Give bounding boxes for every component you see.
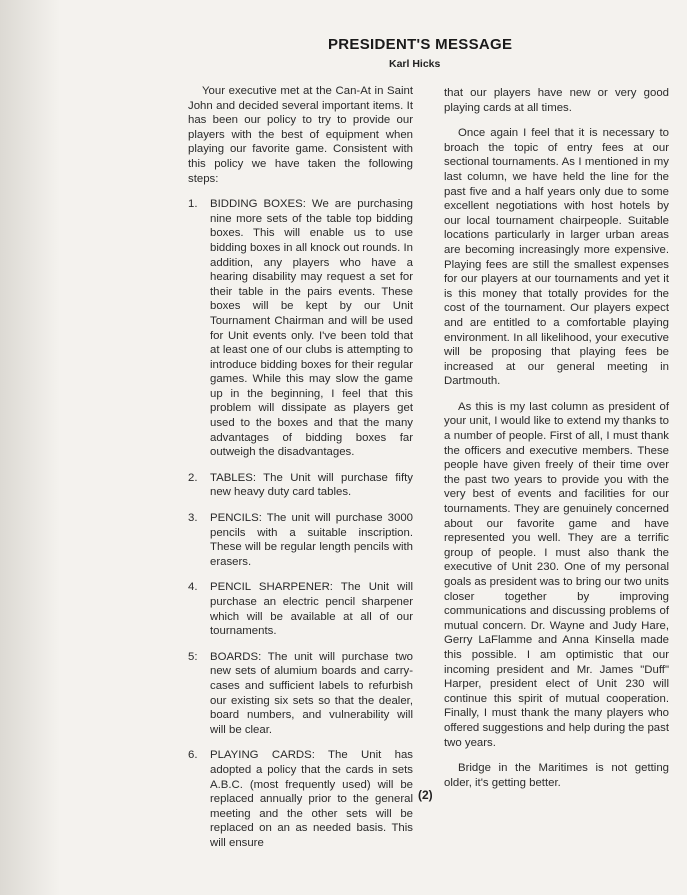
list-item-number: 3. [188, 512, 198, 525]
left-column [188, 84, 413, 862]
body-paragraph: As this is my last column as president of your unit, I would like to extend my thanks to a number of people. First of all, I must thank the officers and executive members. These people have given freely of their time over the past two years to provide you with the very best of events and facilities for our tournaments. They are genuinely concerned about our favorite game and have represented you well. They are a terrific group of people. I must also thank the executive of Unit 230. One of my personal goals as president was to bring our two units closer together by improving communications and discussing problems of mutual concern. Dr. Wayne and Judy Hare, Gerry LaFlamme and Anna Kinsella made this possible. I am optimistic that our incoming president and Mr. James "Duff" Harper, president elect of Unit 230 will continue this spirit of mutual cooperation. Finally, I must thank the many players who offered suggestions and help during the past two years. [444, 400, 669, 749]
list-item-text: BIDDING BOXES: We are purchasing nine more sets of the table top bidding boxes. This will enable us to use bidding boxes in all knock out rounds. In addition, any players who have a hearing disability may request a set for their table in the pairs events. These boxes will be kept by our Unit Tournament Chairman and will be used for Unit events only. I've been told that at least one of our clubs is attempting to introduce bidding boxes for their regular games. While this may slow the game up in the beginning, I feel that this problem will dissipate as players get used to the boxes and that the many advantages of bidding boxes far outweigh the disadvantages. [210, 198, 413, 459]
list-item-text: PLAYING CARDS: The Unit has adopted a policy that the cards in sets A.B.C. (most frequently used) will be replaced annually prior to the general meeting and the other sets will be replaced on an as needed basis. This will ensure [210, 749, 413, 849]
page-binding-shadow [0, 0, 60, 895]
continuation-paragraph: that our players have new or very good playing cards at all times. [444, 87, 669, 114]
list-item [188, 748, 413, 850]
list-item [188, 197, 413, 460]
list-item-number: 4. [188, 581, 198, 594]
list-item [188, 511, 413, 569]
list-item [188, 580, 413, 638]
list-item [188, 650, 413, 738]
page-title: PRESIDENT'S MESSAGE [328, 36, 513, 53]
intro-paragraph: Your executive met at the Can-At in Saint John and decided several important items. It has been our policy to try to provide our players with the best of equipment when playing our favorite game. Consistent with this policy we have taken the following steps: [188, 85, 413, 185]
list-item-number: 2. [188, 471, 198, 484]
list-item-number: 6. [188, 749, 198, 762]
list-item-text: TABLES: The Unit will purchase fifty new heavy duty card tables. [210, 471, 413, 499]
right-column [444, 86, 669, 801]
page-number: (2) [418, 788, 433, 802]
list-item-number: 1. [188, 198, 198, 211]
list-item-text: BOARDS: The unit will purchase two new sets of alumium boards and carry-cases and sufficient labels to refurbish our existing six sets so that the dealer, board numbers, and vulnerability will will be clear. [210, 650, 413, 736]
list-item-number: 5: [188, 650, 198, 663]
body-paragraph: Bridge in the Maritimes is not getting older, it's getting better. [444, 762, 669, 789]
steps-list [188, 197, 413, 850]
list-item-text: PENCIL SHARPENER: The Unit will purchase an electric pencil sharpener which will be available at all of our tournaments. [210, 581, 413, 638]
list-item-text: PENCILS: The unit will purchase 3000 pencils with a suitable inscription. These will be regular length pencils with erasers. [210, 512, 413, 568]
body-paragraph: Once again I feel that it is necessary to broach the topic of entry fees at our sectional tournaments. As I mentioned in my last column, we have held the line for the past five and a half years only due to some excellent negotiations with host hotels by our local tournament chairpeople. Suitable locations particularly in larger urban areas are becoming increasingly more expensive. Playing fees are still the smallest expenses for our players at our tournaments and yet it is this money that totally provides for the cost of the tournament. Our players expect and are entitled to a comfortable playing environment. In all likelihood, your executive will be proposing that playing fees be increased at our general meeting in Dartmouth. [444, 127, 669, 388]
author-byline: Karl Hicks [389, 58, 441, 70]
list-item [188, 471, 413, 500]
